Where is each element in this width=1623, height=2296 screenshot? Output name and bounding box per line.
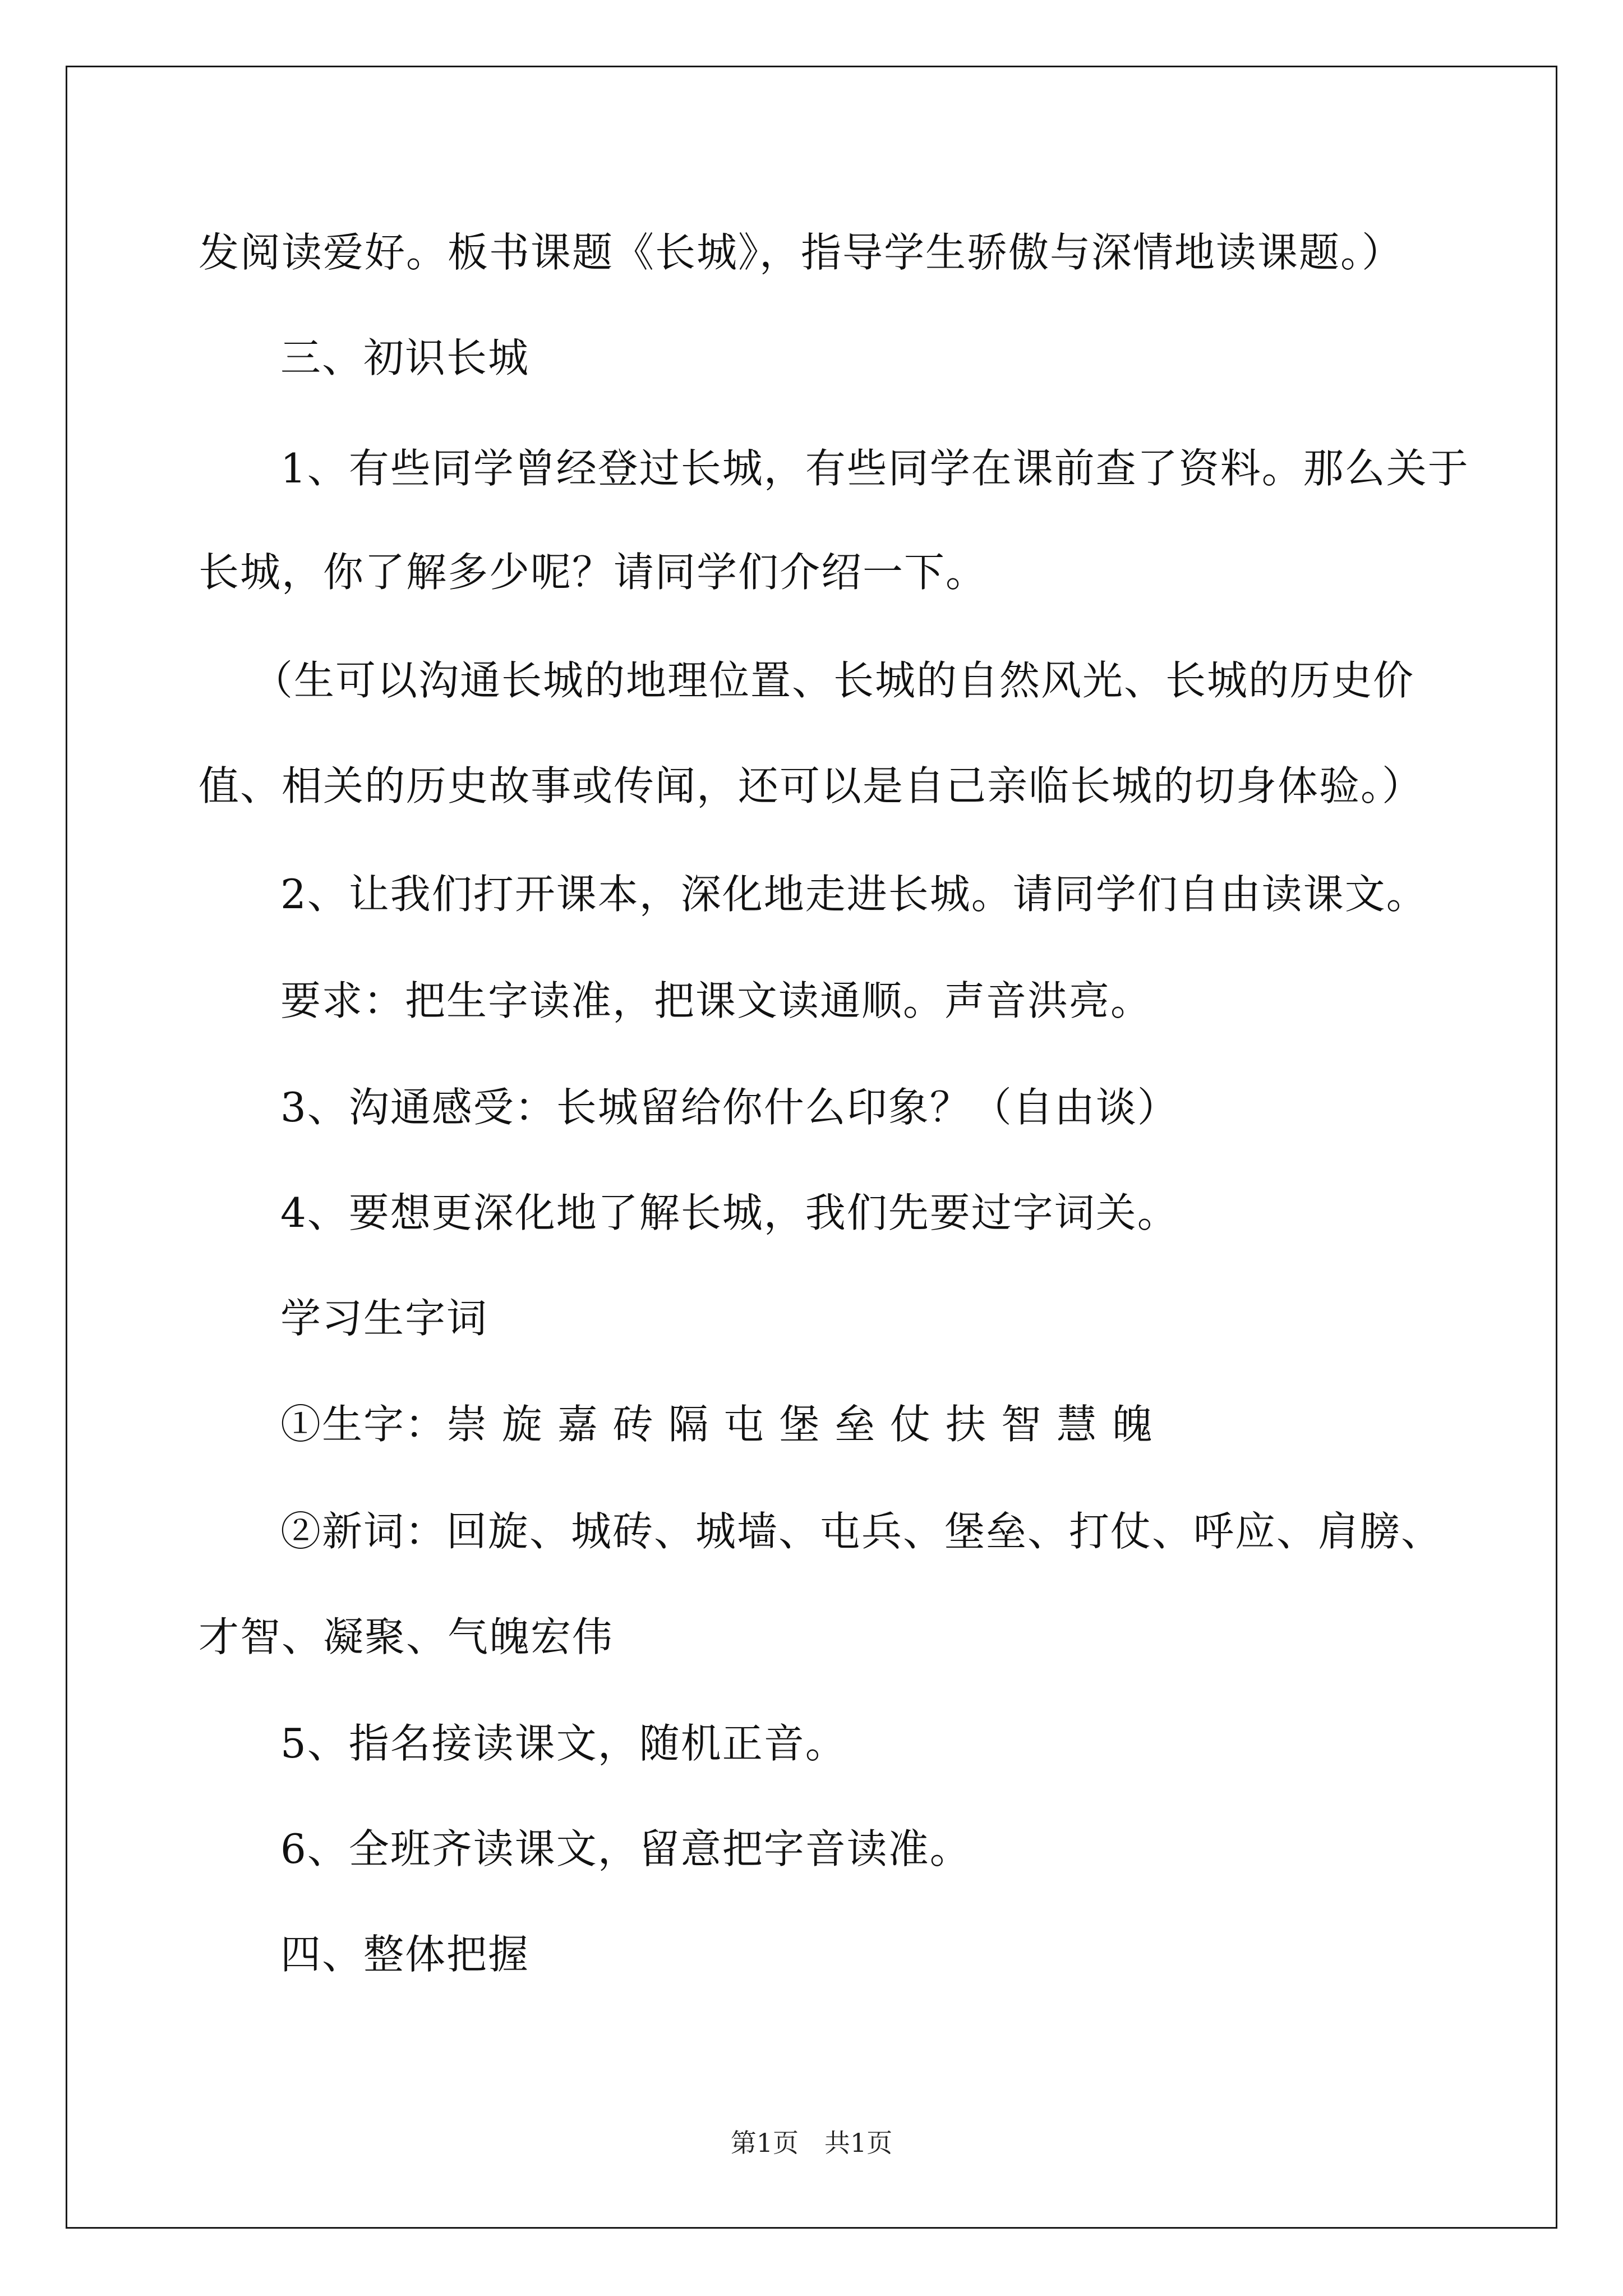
- text-line: 5、指名接读课文，随机正音。: [280, 1720, 847, 1767]
- text-line: ②新词：回旋、城砖、城墙、屯兵、堡垒、打仗、呼应、肩膀、: [280, 1508, 1443, 1555]
- text-line: 值、相关的历史故事或传闻，还可以是自己亲临长城的切身体验。）: [199, 762, 1424, 809]
- page-number: 第1页 共1页: [730, 2128, 893, 2158]
- section-heading: 四、整体把握: [280, 1931, 530, 1978]
- text-line: 3、沟通感受：长城留给你什么印象？（自由谈）: [280, 1084, 1179, 1131]
- text-line: 1、有些同学曾经登过长城，有些同学在课前查了资料。那么关于: [280, 445, 1469, 492]
- text-line: 6、全班齐读课文，留意把字音读准。: [280, 1825, 971, 1872]
- text-line: （生可以沟通长城的地理位置、长城的自然风光、长城的历史价: [252, 657, 1415, 704]
- section-heading: 三、初识长城: [280, 334, 530, 381]
- page-border: [66, 66, 1557, 2229]
- text-line: 2、让我们打开课本，深化地走进长城。请同学们自由读课文。: [280, 871, 1428, 918]
- text-line: 发阅读爱好。板书课题《长城》，指导学生骄傲与深情地读课题。）: [199, 229, 1404, 276]
- text-line: 4、要想更深化地了解长城，我们先要过字词关。: [280, 1189, 1179, 1236]
- text-line: ①生字：崇 旋 嘉 砖 隔 屯 堡 垒 仗 扶 智 慧 魄: [280, 1401, 1154, 1448]
- text-line: 长城，你了解多少呢？请同学们介绍一下。: [199, 549, 988, 596]
- text-line: 才智、凝聚、气魄宏伟: [199, 1613, 614, 1660]
- subheading: 学习生字词: [280, 1295, 488, 1342]
- text-line: 要求：把生字读准，把课文读通顺。声音洪亮。: [280, 977, 1152, 1024]
